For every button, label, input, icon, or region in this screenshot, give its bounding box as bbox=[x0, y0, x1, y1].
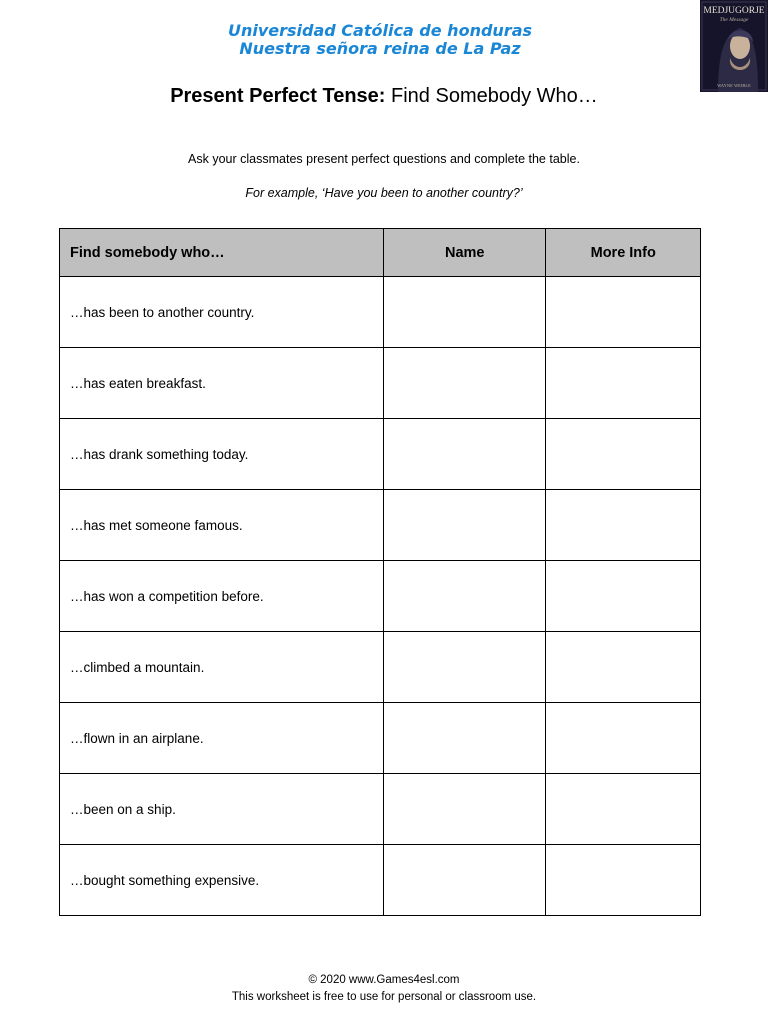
more-info-cell[interactable] bbox=[546, 632, 701, 703]
find-cell: …has eaten breakfast. bbox=[60, 348, 384, 419]
find-somebody-table bbox=[59, 228, 701, 916]
find-cell: …climbed a mountain. bbox=[60, 632, 384, 703]
name-cell[interactable] bbox=[384, 845, 546, 916]
name-cell[interactable] bbox=[384, 348, 546, 419]
table-row bbox=[60, 632, 701, 703]
worksheet-title-rest: Find Somebody Who… bbox=[385, 85, 598, 107]
page-footer bbox=[0, 972, 768, 1006]
book-cover-image bbox=[700, 0, 768, 92]
column-header-more-info: More Info bbox=[546, 229, 701, 277]
more-info-cell[interactable] bbox=[546, 419, 701, 490]
find-cell: …been on a ship. bbox=[60, 774, 384, 845]
find-cell: …flown in an airplane. bbox=[60, 703, 384, 774]
worksheet-example: For example, ‘Have you been to another country?’ bbox=[245, 186, 523, 200]
more-info-cell[interactable] bbox=[546, 561, 701, 632]
more-info-cell[interactable] bbox=[546, 774, 701, 845]
table-row bbox=[60, 490, 701, 561]
footer-notice: This worksheet is free to use for personal or classroom use. bbox=[231, 991, 537, 1003]
find-cell: …has been to another country. bbox=[60, 277, 384, 348]
name-cell[interactable] bbox=[384, 774, 546, 845]
find-cell: …has met someone famous. bbox=[60, 490, 384, 561]
find-cell: …has won a competition before. bbox=[60, 561, 384, 632]
table-row bbox=[60, 561, 701, 632]
university-header bbox=[0, 22, 768, 58]
university-name: Universidad Católica de honduras bbox=[227, 21, 533, 40]
more-info-cell[interactable] bbox=[546, 277, 701, 348]
worksheet-title bbox=[0, 84, 768, 108]
book-cover-illustration bbox=[700, 0, 768, 92]
column-header-find: Find somebody who… bbox=[60, 229, 384, 277]
find-cell: …bought something expensive. bbox=[60, 845, 384, 916]
column-header-name: Name bbox=[384, 229, 546, 277]
table-row bbox=[60, 703, 701, 774]
name-cell[interactable] bbox=[384, 703, 546, 774]
university-subtitle: Nuestra señora reina de La Paz bbox=[239, 39, 521, 58]
more-info-cell[interactable] bbox=[546, 845, 701, 916]
table-row bbox=[60, 774, 701, 845]
more-info-cell[interactable] bbox=[546, 348, 701, 419]
name-cell[interactable] bbox=[384, 632, 546, 703]
book-cover-subtitle: The Message bbox=[719, 17, 749, 23]
worksheet-title-bold: Present Perfect Tense: bbox=[170, 85, 386, 107]
table-row bbox=[60, 348, 701, 419]
table-header-row bbox=[60, 229, 701, 277]
more-info-cell[interactable] bbox=[546, 703, 701, 774]
book-cover-author: WAYNE WEIBLE bbox=[717, 83, 751, 88]
name-cell[interactable] bbox=[384, 490, 546, 561]
table-row bbox=[60, 419, 701, 490]
table-row bbox=[60, 277, 701, 348]
table-row bbox=[60, 845, 701, 916]
worksheet-instructions: Ask your classmates present perfect questions and complete the table. bbox=[188, 152, 580, 166]
find-cell: …has drank something today. bbox=[60, 419, 384, 490]
more-info-cell[interactable] bbox=[546, 490, 701, 561]
name-cell[interactable] bbox=[384, 561, 546, 632]
footer-copyright: © 2020 www.Games4esl.com bbox=[308, 974, 460, 986]
name-cell[interactable] bbox=[384, 277, 546, 348]
name-cell[interactable] bbox=[384, 419, 546, 490]
book-cover-title: MEDJUGORJE bbox=[703, 6, 765, 16]
